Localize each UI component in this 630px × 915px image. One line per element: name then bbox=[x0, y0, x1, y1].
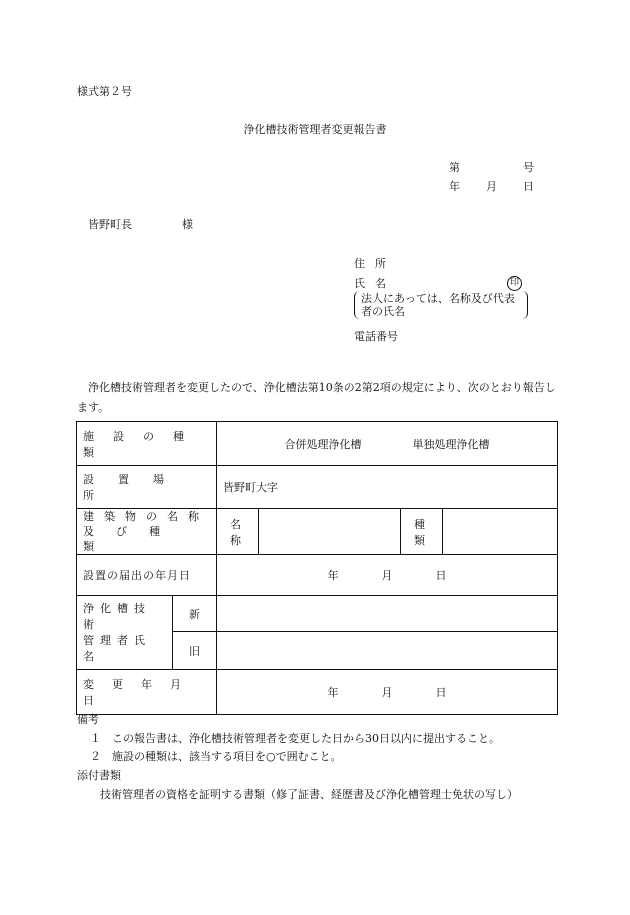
install-date-day: 日 bbox=[435, 569, 447, 582]
document-number-row bbox=[449, 162, 534, 173]
manager-new-field[interactable] bbox=[217, 596, 558, 632]
install-date-field[interactable] bbox=[217, 555, 558, 596]
document-title: 浄化槽技術管理者変更報告書 bbox=[243, 123, 387, 136]
building-row bbox=[77, 509, 558, 555]
remark-note-2: ２ 施設の種類は、該当する項目を○で囲むこと。 bbox=[90, 750, 342, 763]
location-row bbox=[77, 466, 558, 509]
building-type-label: 種類 bbox=[401, 509, 443, 555]
building-label-line1: 建築物の名称 bbox=[83, 510, 209, 523]
install-date-label: 設置の届出の年月日 bbox=[77, 555, 217, 596]
form-number: 様式第２号 bbox=[77, 85, 132, 98]
corporation-note-line1: 法人にあっては、名称及び代表 bbox=[361, 292, 515, 305]
date-year: 年 bbox=[449, 180, 460, 193]
manager-label-line2: 管理者氏名 bbox=[83, 633, 151, 663]
change-date-year: 年 bbox=[327, 686, 339, 699]
install-date-row bbox=[77, 555, 558, 596]
facility-option-combined[interactable]: 合併処理浄化槽 bbox=[284, 437, 362, 451]
addressee-name: 皆野町長 bbox=[88, 218, 132, 231]
date-day: 日 bbox=[523, 180, 534, 193]
number-prefix: 第 bbox=[449, 161, 460, 174]
location-label-cell bbox=[77, 466, 217, 509]
change-date-day: 日 bbox=[435, 686, 447, 699]
building-name-label: 名称 bbox=[217, 509, 259, 555]
attachment-text: 技術管理者の資格を証明する書類（修了証書、経歴書及び浄化槽管理士免状の写し） bbox=[100, 788, 518, 801]
facility-type-label: 施設の種類 bbox=[83, 429, 203, 459]
seal-mark-icon: 印 bbox=[507, 276, 522, 291]
location-value[interactable]: 皆野町大字 bbox=[217, 466, 558, 509]
manager-old-label: 旧 bbox=[173, 632, 217, 670]
change-date-field[interactable] bbox=[217, 670, 558, 715]
facility-type-row bbox=[77, 422, 558, 466]
reporter-address-label: 住所 bbox=[354, 257, 396, 270]
building-label-line2: 及び種類 bbox=[83, 525, 182, 553]
addressee-honorific: 様 bbox=[182, 218, 193, 231]
number-suffix: 号 bbox=[523, 161, 534, 174]
report-table bbox=[76, 421, 558, 715]
manager-new-row bbox=[77, 596, 558, 632]
install-date-month: 月 bbox=[381, 569, 393, 582]
change-date-month: 月 bbox=[381, 686, 393, 699]
building-type-field[interactable] bbox=[443, 509, 558, 555]
corporation-note-bracket bbox=[354, 291, 528, 319]
building-name-field[interactable] bbox=[259, 509, 401, 555]
document-date-row bbox=[449, 181, 534, 192]
manager-new-label: 新 bbox=[173, 596, 217, 632]
reporter-phone-label: 電話番号 bbox=[354, 330, 398, 343]
manager-label-line1: 浄化槽技術 bbox=[83, 601, 151, 631]
date-month: 月 bbox=[486, 180, 497, 193]
manager-label-cell bbox=[77, 596, 173, 670]
remark-note-1: １ この報告書は、浄化槽技術管理者を変更した日から30日以内に提出すること。 bbox=[90, 732, 500, 745]
building-label-cell bbox=[77, 509, 217, 555]
facility-type-options bbox=[217, 422, 558, 466]
location-label: 設置場所 bbox=[83, 473, 188, 502]
corporation-note-line2: 者の氏名 bbox=[361, 305, 405, 318]
facility-option-single[interactable]: 単独処理浄化槽 bbox=[412, 437, 490, 451]
remarks-heading: 備考 bbox=[77, 713, 99, 726]
attachment-heading: 添付書類 bbox=[77, 769, 121, 782]
manager-old-field[interactable] bbox=[217, 632, 558, 670]
facility-type-label-cell bbox=[77, 422, 217, 466]
report-statement: 浄化槽技術管理者を変更したので、浄化槽法第10条の2第2項の規定により、次のとおり報告します。 bbox=[77, 381, 556, 414]
change-date-row bbox=[77, 670, 558, 715]
install-date-year: 年 bbox=[327, 569, 339, 582]
reporter-name-label: 氏名 bbox=[354, 277, 396, 290]
change-date-label: 変更年月日 bbox=[77, 670, 217, 715]
